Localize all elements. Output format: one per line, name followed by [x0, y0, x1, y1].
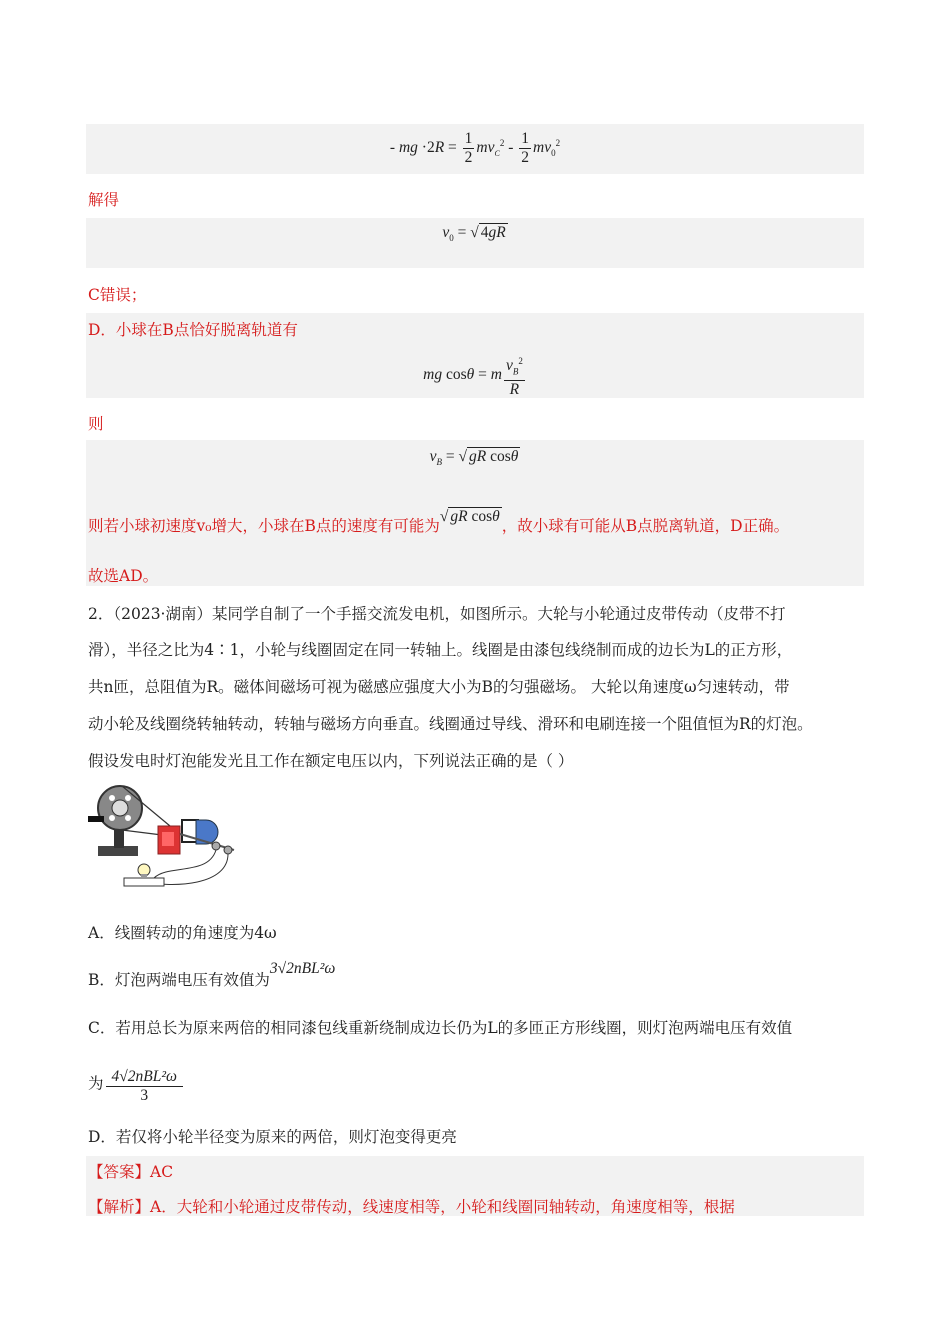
- option-a: A．线圈转动的角速度为4ω: [88, 924, 277, 942]
- option-c-fraction: [106, 1068, 183, 1105]
- option-c-line2: [88, 1066, 185, 1103]
- option-d: D．若仅将小轮半径变为原来的两倍，则灯泡变得更亮: [88, 1128, 457, 1146]
- equation-centripetal: mg cosθ = m $\frac{v_B^2}{R}$: [86, 352, 864, 399]
- answer-line: 【答案】AC: [88, 1163, 174, 1181]
- d-conclusion-pre: 则若小球初速度v₀增大，小球在B点的速度有可能为: [88, 517, 440, 535]
- text-jiede: 解得: [88, 191, 120, 209]
- option-c-denominator: 3: [140, 1087, 149, 1104]
- equation-energy: - mg ·2R = $\frac{1}{2}$ $mv_C^2$ - $\frac{1}{2}$ $mv_0^2$: [389, 130, 561, 166]
- equation-v0: $v_0$ = √ 4gR: [442, 224, 506, 244]
- option-b-value: 3√2nBL²ω: [269, 960, 336, 977]
- q2-line2: 滑），半径之比为4∶1，小轮与线圈固定在同一转轴上。线圈是由漆包线绕制而成的边长为L的正方形，: [88, 641, 793, 659]
- text-choose: 故选AD。: [88, 567, 159, 585]
- text-d-conclusion: [88, 508, 790, 536]
- option-b: [88, 960, 336, 990]
- option-c-line1: C．若用总长为原来两倍的相同漆包线重新绕制成边长仍为L的多匝正方形线圈，则灯泡两端电压有效值: [88, 1019, 793, 1037]
- text-c-wrong: C错误；: [88, 286, 147, 304]
- analysis-line: 【解析】A．大轮和小轮通过皮带传动，线速度相等，小轮和线圈同轴转动，角速度相等，根据: [88, 1198, 735, 1216]
- text-d-line: D．小球在B点恰好脱离轨道有: [88, 321, 298, 339]
- equation-vb: $v_B$ = √ gR cosθ: [429, 448, 519, 468]
- q2-line4: 动小轮及线圈绕转轴转动，转轴与磁场方向垂直。线圈通过导线、滑环和电刷连接一个阻值恒为R的灯泡。: [88, 715, 813, 733]
- option-c-prefix: 为: [88, 1074, 104, 1093]
- d-conclusion-post: ，故小球有可能从B点脱离轨道，D正确。: [501, 517, 790, 535]
- sqrt-gRcos: √ gR cosθ: [439, 508, 500, 525]
- q2-line5: 假设发电时灯泡能发光且工作在额定电压以内，下列说法正确的是（ ）: [88, 752, 574, 770]
- option-b-label: B．灯泡两端电压有效值为: [88, 971, 270, 989]
- text-ze: 则: [88, 415, 104, 433]
- q2-line1: 2．（2023·湖南）某同学自制了一个手摇交流发电机，如图所示。大轮与小轮通过皮带传动（皮带不打: [88, 605, 786, 623]
- q2-line3: 共n匝，总阻值为R。磁体间磁场可视为磁感应强度大小为B的匀强磁场。 大轮以角速度ω匀速转动，带: [88, 678, 790, 696]
- option-c-numerator: 4√2nBL²ω: [106, 1068, 183, 1087]
- generator-figure: [88, 780, 248, 892]
